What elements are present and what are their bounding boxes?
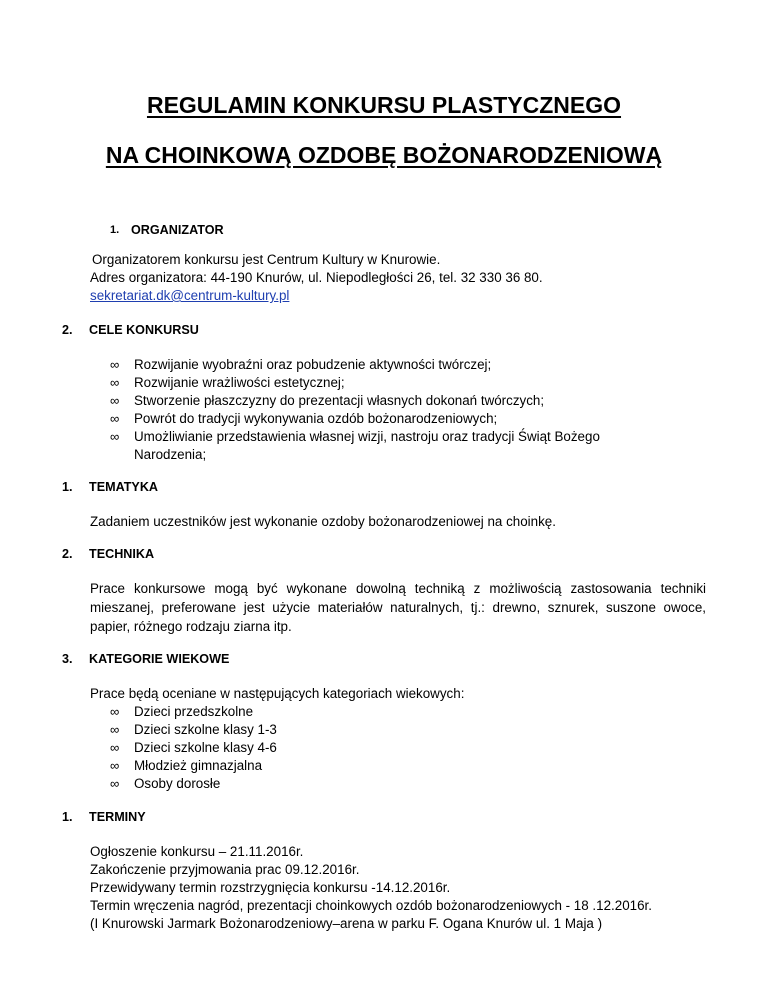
terminy-line-4: Termin wręczenia nagród, prezentacji choinkowych ozdób bożonarodzeniowych - 18 .12.2016r. xyxy=(90,898,652,913)
list-item: Powrót do tradycji wykonywania ozdób bożonarodzeniowych; xyxy=(134,411,498,426)
bullet-icon: ∞ xyxy=(110,393,120,408)
bullet-icon: ∞ xyxy=(110,375,120,390)
bullet-icon: ∞ xyxy=(110,357,120,372)
section-heading-organizator: ORGANIZATOR xyxy=(131,223,224,237)
kategorie-intro: Prace będą oceniane w następujących kategoriach wiekowych: xyxy=(90,686,465,701)
tematyka-text: Zadaniem uczestników jest wykonanie ozdoby bożonarodzeniowej na choinkę. xyxy=(90,514,556,529)
document-title-line-2: NA CHOINKOWĄ OZDOBĘ BOŻONARODZENIOWĄ xyxy=(105,142,663,168)
list-item: Rozwijanie wrażliwości estetycznej; xyxy=(134,375,345,390)
list-item: Rozwijanie wyobraźni oraz pobudzenie aktywności twórczej; xyxy=(134,357,492,372)
list-item: Osoby dorosłe xyxy=(134,776,221,791)
section-heading-cele: CELE KONKURSU xyxy=(89,323,199,337)
list-item: Stworzenie płaszczyzny do prezentacji własnych dokonań twórczych; xyxy=(134,393,545,408)
list-item: Dzieci szkolne klasy 4-6 xyxy=(134,740,277,755)
list-item-continuation: Narodzenia; xyxy=(134,447,207,462)
organizer-email-link[interactable]: sekretariat.dk@centrum-kultury.pl xyxy=(90,288,290,303)
terminy-line-1: Ogłoszenie konkursu – 21.11.2016r. xyxy=(90,844,304,859)
technika-text: Prace konkursowe mogą być wykonane dowolną techniką z możliwością zastosowania techniki mieszanej, preferowane jest użycie materiałów naturalnych, tj.: drewno, sznurek, suszone owoce, papier, różnego rodzaju ziarna itp. xyxy=(90,581,706,634)
bullet-icon: ∞ xyxy=(110,411,120,426)
section-number: 1. xyxy=(62,480,73,494)
section-number: 3. xyxy=(62,652,73,666)
bullet-icon: ∞ xyxy=(110,776,120,791)
terminy-line-2: Zakończenie przyjmowania prac 09.12.2016r. xyxy=(90,862,360,877)
organizator-line-2: Adres organizatora: 44-190 Knurów, ul. Niepodległości 26, tel. 32 330 36 80. xyxy=(90,270,543,285)
list-item: Młodzież gimnazjalna xyxy=(134,758,263,773)
section-heading-terminy: TERMINY xyxy=(89,810,146,824)
bullet-icon: ∞ xyxy=(110,704,120,719)
bullet-icon: ∞ xyxy=(110,740,120,755)
section-heading-tematyka: TEMATYKA xyxy=(89,480,159,494)
section-number: 2. xyxy=(62,547,73,561)
list-item: Dzieci szkolne klasy 1-3 xyxy=(134,722,277,737)
list-item: Dzieci przedszkolne xyxy=(134,704,254,719)
bullet-icon: ∞ xyxy=(110,722,120,737)
section-number: 1. xyxy=(110,224,120,236)
bullet-icon: ∞ xyxy=(110,429,120,444)
list-item: Umożliwianie przedstawienia własnej wizji, nastroju oraz tradycji Świąt Bożego xyxy=(134,429,600,444)
terminy-line-3: Przewidywany termin rozstrzygnięcia konkursu -14.12.2016r. xyxy=(90,880,451,895)
terminy-line-5: (I Knurowski Jarmark Bożonarodzeniowy–arena w parku F. Ogana Knurów ul. 1 Maja ) xyxy=(90,916,603,931)
section-number: 1. xyxy=(62,810,73,824)
section-heading-technika: TECHNIKA xyxy=(89,547,155,561)
section-heading-kategorie: KATEGORIE WIEKOWE xyxy=(89,652,230,666)
section-number: 2. xyxy=(62,323,73,337)
bullet-icon: ∞ xyxy=(110,758,120,773)
document-title-line-1: REGULAMIN KONKURSU PLASTYCZNEGO xyxy=(146,92,622,118)
organizator-line-1: Organizatorem konkursu jest Centrum Kultury w Knurowie. xyxy=(92,252,441,267)
